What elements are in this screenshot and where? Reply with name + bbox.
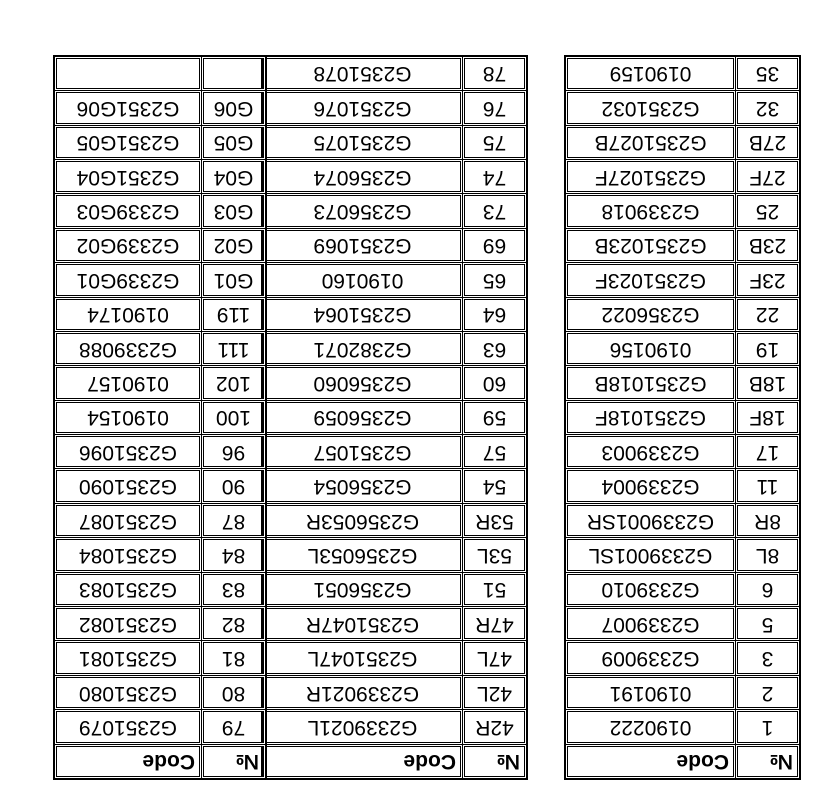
table-row: [262, 159, 527, 193]
row-code: G2339004: [565, 469, 736, 503]
table-row: [262, 194, 527, 228]
row-number: 81: [202, 641, 267, 675]
row-number: 27B: [736, 125, 801, 159]
row-code: G2351080: [54, 675, 202, 709]
row-number: 32: [736, 91, 801, 125]
row-code: G2351027B: [565, 125, 736, 159]
row-code: G2351047R: [262, 607, 463, 641]
row-number: 90: [202, 469, 267, 503]
row-code: G2356053R: [262, 503, 463, 537]
row-number: 63: [463, 331, 528, 365]
table-row: [262, 641, 527, 675]
row-code: G2356022: [565, 297, 736, 331]
table-row: [54, 675, 266, 709]
row-number: G01: [202, 263, 267, 297]
row-number: 69: [463, 228, 528, 262]
table-row: [54, 263, 266, 297]
table-row: [262, 366, 527, 400]
row-number: 102: [202, 366, 267, 400]
row-number: 111: [202, 331, 267, 365]
row-code: G2351096: [54, 435, 202, 469]
row-code: G2356054: [262, 469, 463, 503]
row-number: 27F: [736, 159, 801, 193]
table-row: [54, 710, 266, 744]
table-row: [565, 710, 800, 744]
table-row: [54, 125, 266, 159]
table-row: [54, 641, 266, 675]
table-row: [262, 469, 527, 503]
table-row: [565, 159, 800, 193]
row-number: 51: [463, 572, 528, 606]
row-code: G2339001SL: [565, 538, 736, 572]
table-row: [565, 503, 800, 537]
table-row: [262, 228, 527, 262]
row-number: 53R: [463, 503, 528, 537]
table-row: [565, 675, 800, 709]
table-row: [262, 607, 527, 641]
row-code: G2351090: [54, 469, 202, 503]
row-number: 83: [202, 572, 267, 606]
header-code: Code: [262, 744, 463, 779]
header-no: №: [736, 744, 801, 779]
row-number: 78: [463, 56, 528, 91]
row-code: G2339001SR: [565, 503, 736, 537]
code-table-1: [564, 55, 801, 780]
table-row: [54, 572, 266, 606]
row-number: 8R: [736, 503, 801, 537]
row-code: G2339021L: [262, 710, 463, 744]
row-code: G2351083: [54, 572, 202, 606]
table-row: [54, 56, 266, 91]
table-row: [54, 503, 266, 537]
row-number: 19: [736, 331, 801, 365]
row-number: 96: [202, 435, 267, 469]
table-row: [565, 263, 800, 297]
row-code: G2339010: [565, 572, 736, 606]
table-row: [565, 607, 800, 641]
table-row: [565, 56, 800, 91]
row-number: G05: [202, 125, 267, 159]
row-number: 60: [463, 366, 528, 400]
row-code: G2339018: [565, 194, 736, 228]
table-row: [565, 331, 800, 365]
row-number: 1: [736, 710, 801, 744]
table-row: [54, 159, 266, 193]
header-no: №: [202, 744, 267, 779]
table-row: [54, 607, 266, 641]
table-row: [262, 263, 527, 297]
table-row: [54, 469, 266, 503]
table-row: [262, 331, 527, 365]
row-code: G2382071: [262, 331, 463, 365]
table-row: [54, 366, 266, 400]
row-number: 11: [736, 469, 801, 503]
table-row: [54, 331, 266, 365]
row-code: G2351047L: [262, 641, 463, 675]
header-code: Code: [565, 744, 736, 779]
table-row: [262, 56, 527, 91]
row-code: G2351027F: [565, 159, 736, 193]
row-number: 119: [202, 297, 267, 331]
row-code: G2356059: [262, 400, 463, 434]
row-code: 0190159: [565, 56, 736, 91]
row-number: 54: [463, 469, 528, 503]
table-row: [565, 91, 800, 125]
row-number: 22: [736, 297, 801, 331]
table-row: [262, 400, 527, 434]
row-number: 79: [202, 710, 267, 744]
row-number: 75: [463, 125, 528, 159]
table-row: [565, 297, 800, 331]
table-row: [565, 400, 800, 434]
row-number: 53L: [463, 538, 528, 572]
row-code: G2351023B: [565, 228, 736, 262]
row-code: G2351G05: [54, 125, 202, 159]
row-number: 84: [202, 538, 267, 572]
row-code: G2339021R: [262, 675, 463, 709]
row-code: G2351G04: [54, 159, 202, 193]
row-number: 80: [202, 675, 267, 709]
row-code: G2339007: [565, 607, 736, 641]
code-table-2: [261, 55, 528, 780]
row-code: 0190154: [54, 400, 202, 434]
row-code: 0190191: [565, 675, 736, 709]
table-row: [262, 503, 527, 537]
row-code: G2356074: [262, 159, 463, 193]
row-code: G2351032: [565, 91, 736, 125]
row-code: G2351081: [54, 641, 202, 675]
row-number: 2: [736, 675, 801, 709]
row-code: G2351064: [262, 297, 463, 331]
table-row: [565, 538, 800, 572]
row-number: 5: [736, 607, 801, 641]
row-number: 17: [736, 435, 801, 469]
row-number: 25: [736, 194, 801, 228]
row-number: 100: [202, 400, 267, 434]
row-code: G2339003: [565, 435, 736, 469]
row-number: 23F: [736, 263, 801, 297]
row-code: G2351076: [262, 91, 463, 125]
row-code: G2351087: [54, 503, 202, 537]
row-number: 59: [463, 400, 528, 434]
row-code: 0190156: [565, 331, 736, 365]
table-row: [565, 435, 800, 469]
row-number: 35: [736, 56, 801, 91]
row-code: G2351079: [54, 710, 202, 744]
row-code: G2351018F: [565, 400, 736, 434]
row-number: 18F: [736, 400, 801, 434]
table-row: [54, 91, 266, 125]
table-row: [262, 435, 527, 469]
row-number: G03: [202, 194, 267, 228]
row-number: 42R: [463, 710, 528, 744]
row-number: 65: [463, 263, 528, 297]
table-row: [54, 194, 266, 228]
row-code: 0190222: [565, 710, 736, 744]
row-number: 8L: [736, 538, 801, 572]
table-row: [54, 538, 266, 572]
table-row: [54, 435, 266, 469]
table-row: [262, 572, 527, 606]
table-row: [54, 297, 266, 331]
table-row: [262, 125, 527, 159]
row-code: G2351082: [54, 607, 202, 641]
row-number: 76: [463, 91, 528, 125]
row-number: 87: [202, 503, 267, 537]
row-number: 73: [463, 194, 528, 228]
row-code: 0190157: [54, 366, 202, 400]
row-code: G2339088: [54, 331, 202, 365]
row-code: G2351075: [262, 125, 463, 159]
row-number: 42L: [463, 675, 528, 709]
row-code: G2356051: [262, 572, 463, 606]
row-code: G2351078: [262, 56, 463, 91]
header-code: Code: [54, 744, 202, 779]
row-number: G06: [202, 91, 267, 125]
row-number: 82: [202, 607, 267, 641]
row-code: G2351084: [54, 538, 202, 572]
header-row: [54, 744, 266, 779]
row-number: G04: [202, 159, 267, 193]
row-number: 64: [463, 297, 528, 331]
table-row: [565, 125, 800, 159]
row-number: 18B: [736, 366, 801, 400]
table-row: [565, 366, 800, 400]
row-number: 47L: [463, 641, 528, 675]
row-code: G2339G02: [54, 228, 202, 262]
table-row: [565, 572, 800, 606]
row-code: G2356053L: [262, 538, 463, 572]
row-code: 0190160: [262, 263, 463, 297]
row-number: 6: [736, 572, 801, 606]
row-number: 47R: [463, 607, 528, 641]
row-number: 57: [463, 435, 528, 469]
table-row: [565, 228, 800, 262]
row-code: 0190174: [54, 297, 202, 331]
row-number: 3: [736, 641, 801, 675]
table-row: [262, 710, 527, 744]
row-code: [54, 56, 202, 91]
table-row: [54, 400, 266, 434]
row-code: G2339G01: [54, 263, 202, 297]
header-no: №: [463, 744, 528, 779]
table-row: [262, 538, 527, 572]
table-row: [262, 91, 527, 125]
table-row: [54, 228, 266, 262]
table-row: [262, 675, 527, 709]
code-table-3: [53, 55, 267, 780]
row-number: [202, 56, 267, 91]
row-number: G02: [202, 228, 267, 262]
row-code: G2351057: [262, 435, 463, 469]
header-row: [565, 744, 800, 779]
row-code: G2339G03: [54, 194, 202, 228]
row-code: G2356060: [262, 366, 463, 400]
row-code: G2356073: [262, 194, 463, 228]
row-code: G2351069: [262, 228, 463, 262]
row-number: 74: [463, 159, 528, 193]
row-code: G2339009: [565, 641, 736, 675]
table-row: [262, 297, 527, 331]
table-row: [565, 469, 800, 503]
row-code: G2351023F: [565, 263, 736, 297]
table-row: [565, 194, 800, 228]
row-number: 23B: [736, 228, 801, 262]
header-row: [262, 744, 527, 779]
row-code: G2351G06: [54, 91, 202, 125]
row-code: G2351018B: [565, 366, 736, 400]
table-row: [565, 641, 800, 675]
